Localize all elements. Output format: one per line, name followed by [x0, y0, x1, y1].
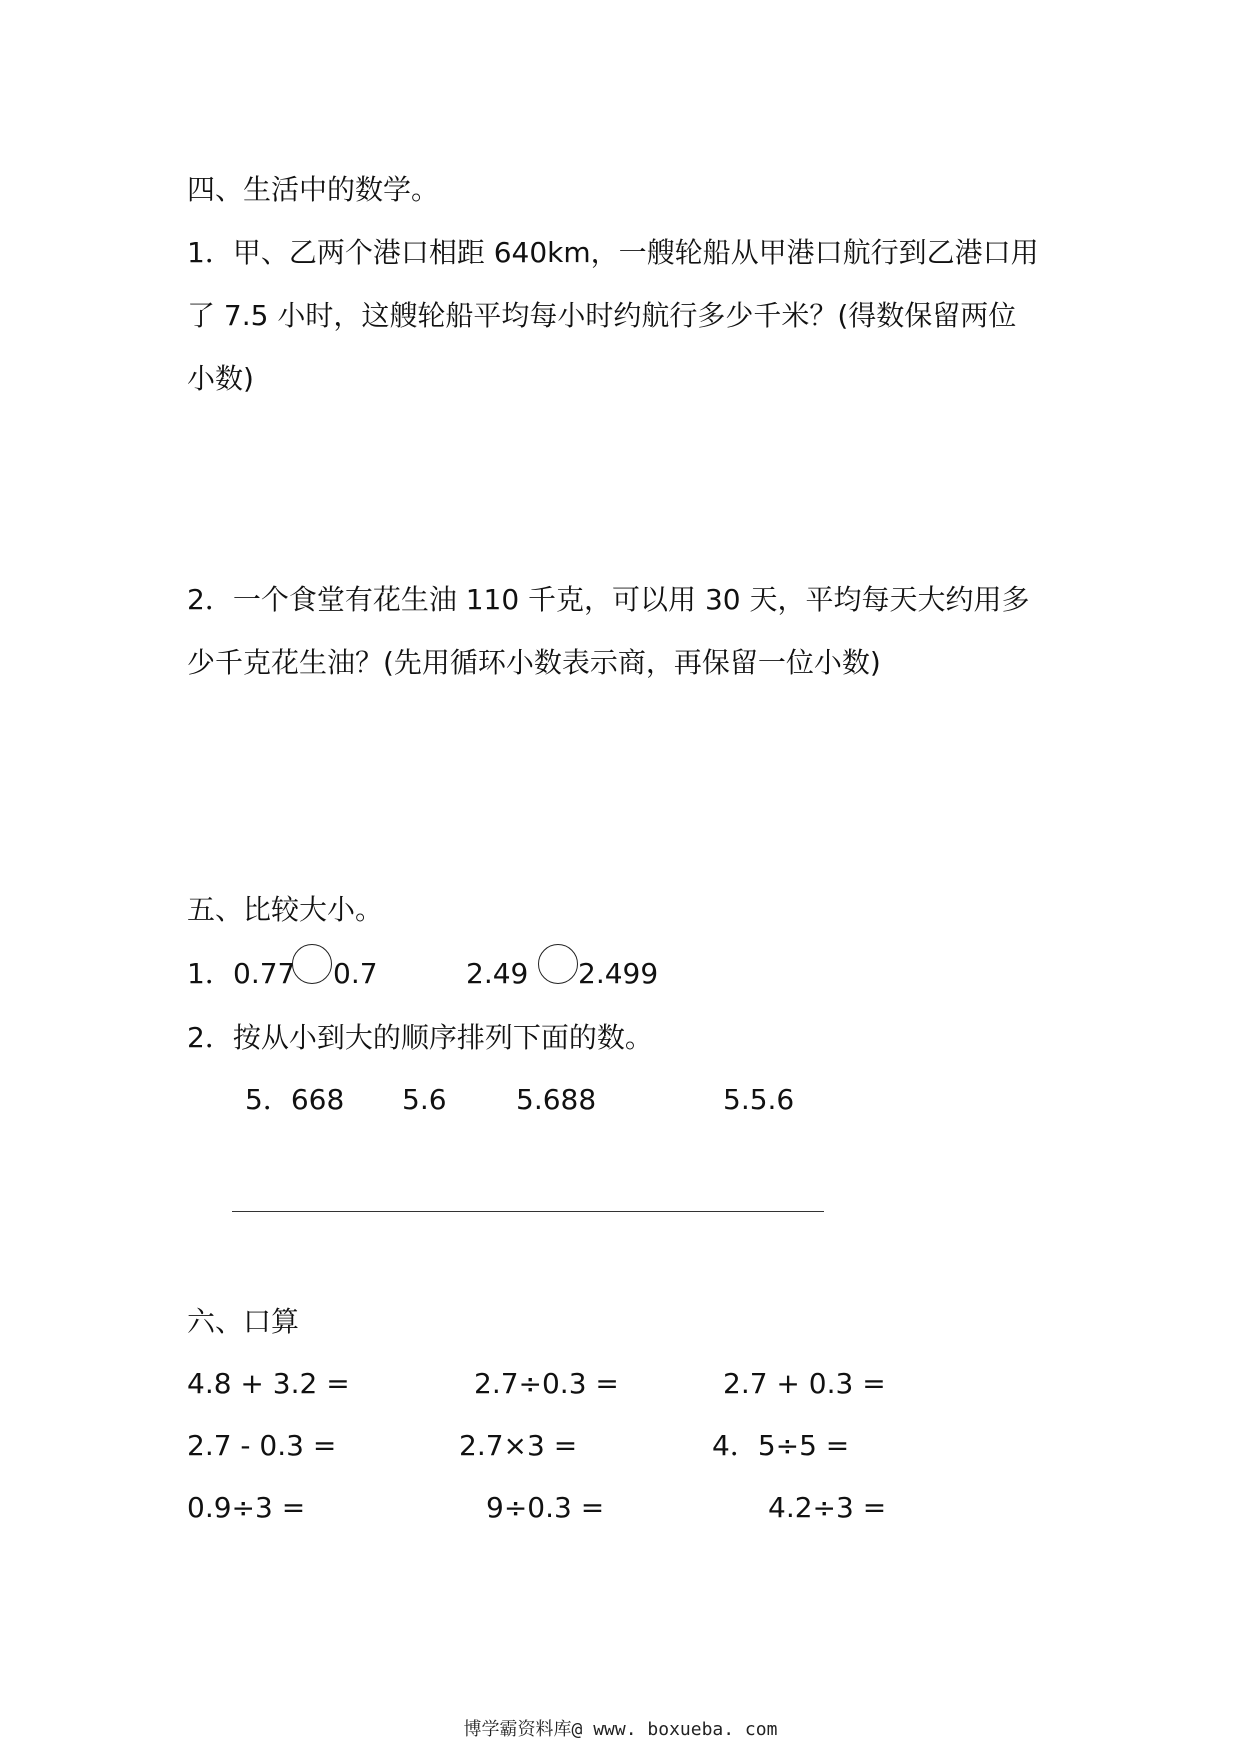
answer-line[interactable]	[232, 1211, 824, 1212]
oral-calc-item: 2.7×3 =	[459, 1429, 578, 1462]
q2-line2: 少千克花生油？(先用循环小数表示商，再保留一位小数)	[187, 646, 881, 679]
oral-calc-item: 4．5÷5 =	[712, 1429, 850, 1462]
compare-circle-b[interactable]	[538, 944, 578, 984]
compare-right-a: 0.7	[333, 957, 378, 990]
oral-calc-item: 4.2÷3 =	[768, 1491, 887, 1524]
footer-watermark: 博学霸资料库@ www. boxueba. com	[463, 1719, 778, 1740]
oral-calc-item: 2.7 - 0.3 =	[187, 1429, 337, 1462]
oral-calc-item: 2.7÷0.3 =	[474, 1367, 619, 1400]
order-number-2: 5.6	[402, 1083, 447, 1116]
order-number-4: 5.5.6	[723, 1083, 795, 1116]
oral-calc-item: 9÷0.3 =	[486, 1491, 605, 1524]
q2-line1: 2．一个食堂有花生油 110 千克，可以用 30 天，平均每天大约用多	[187, 583, 1030, 616]
q1-line1: 1．甲、乙两个港口相距 640km，一艘轮船从甲港口航行到乙港口用	[187, 236, 1039, 269]
q1-line3: 小数)	[187, 362, 254, 395]
oral-calc-item: 2.7 + 0.3 =	[723, 1367, 886, 1400]
compare-left-a: 0.77	[233, 957, 296, 990]
section4-heading: 四、生活中的数学。	[187, 173, 440, 206]
compare-label: 1．	[187, 957, 233, 990]
order-number-3: 5.688	[516, 1083, 597, 1116]
section6-heading: 六、口算	[187, 1305, 300, 1338]
oral-calc-item: 4.8 + 3.2 =	[187, 1367, 350, 1400]
order-instruction: 2．按从小到大的顺序排列下面的数。	[187, 1021, 653, 1054]
compare-right-b: 2.499	[578, 957, 659, 990]
compare-left-b: 2.49	[466, 957, 529, 990]
compare-circle-a[interactable]	[292, 944, 332, 984]
section5-heading: 五、比较大小。	[187, 893, 384, 926]
order-number-1: 5．668	[245, 1083, 345, 1116]
oral-calc-item: 0.9÷3 =	[187, 1491, 306, 1524]
q1-line2: 了 7.5 小时，这艘轮船平均每小时约航行多少千米？(得数保留两位	[187, 299, 1017, 332]
